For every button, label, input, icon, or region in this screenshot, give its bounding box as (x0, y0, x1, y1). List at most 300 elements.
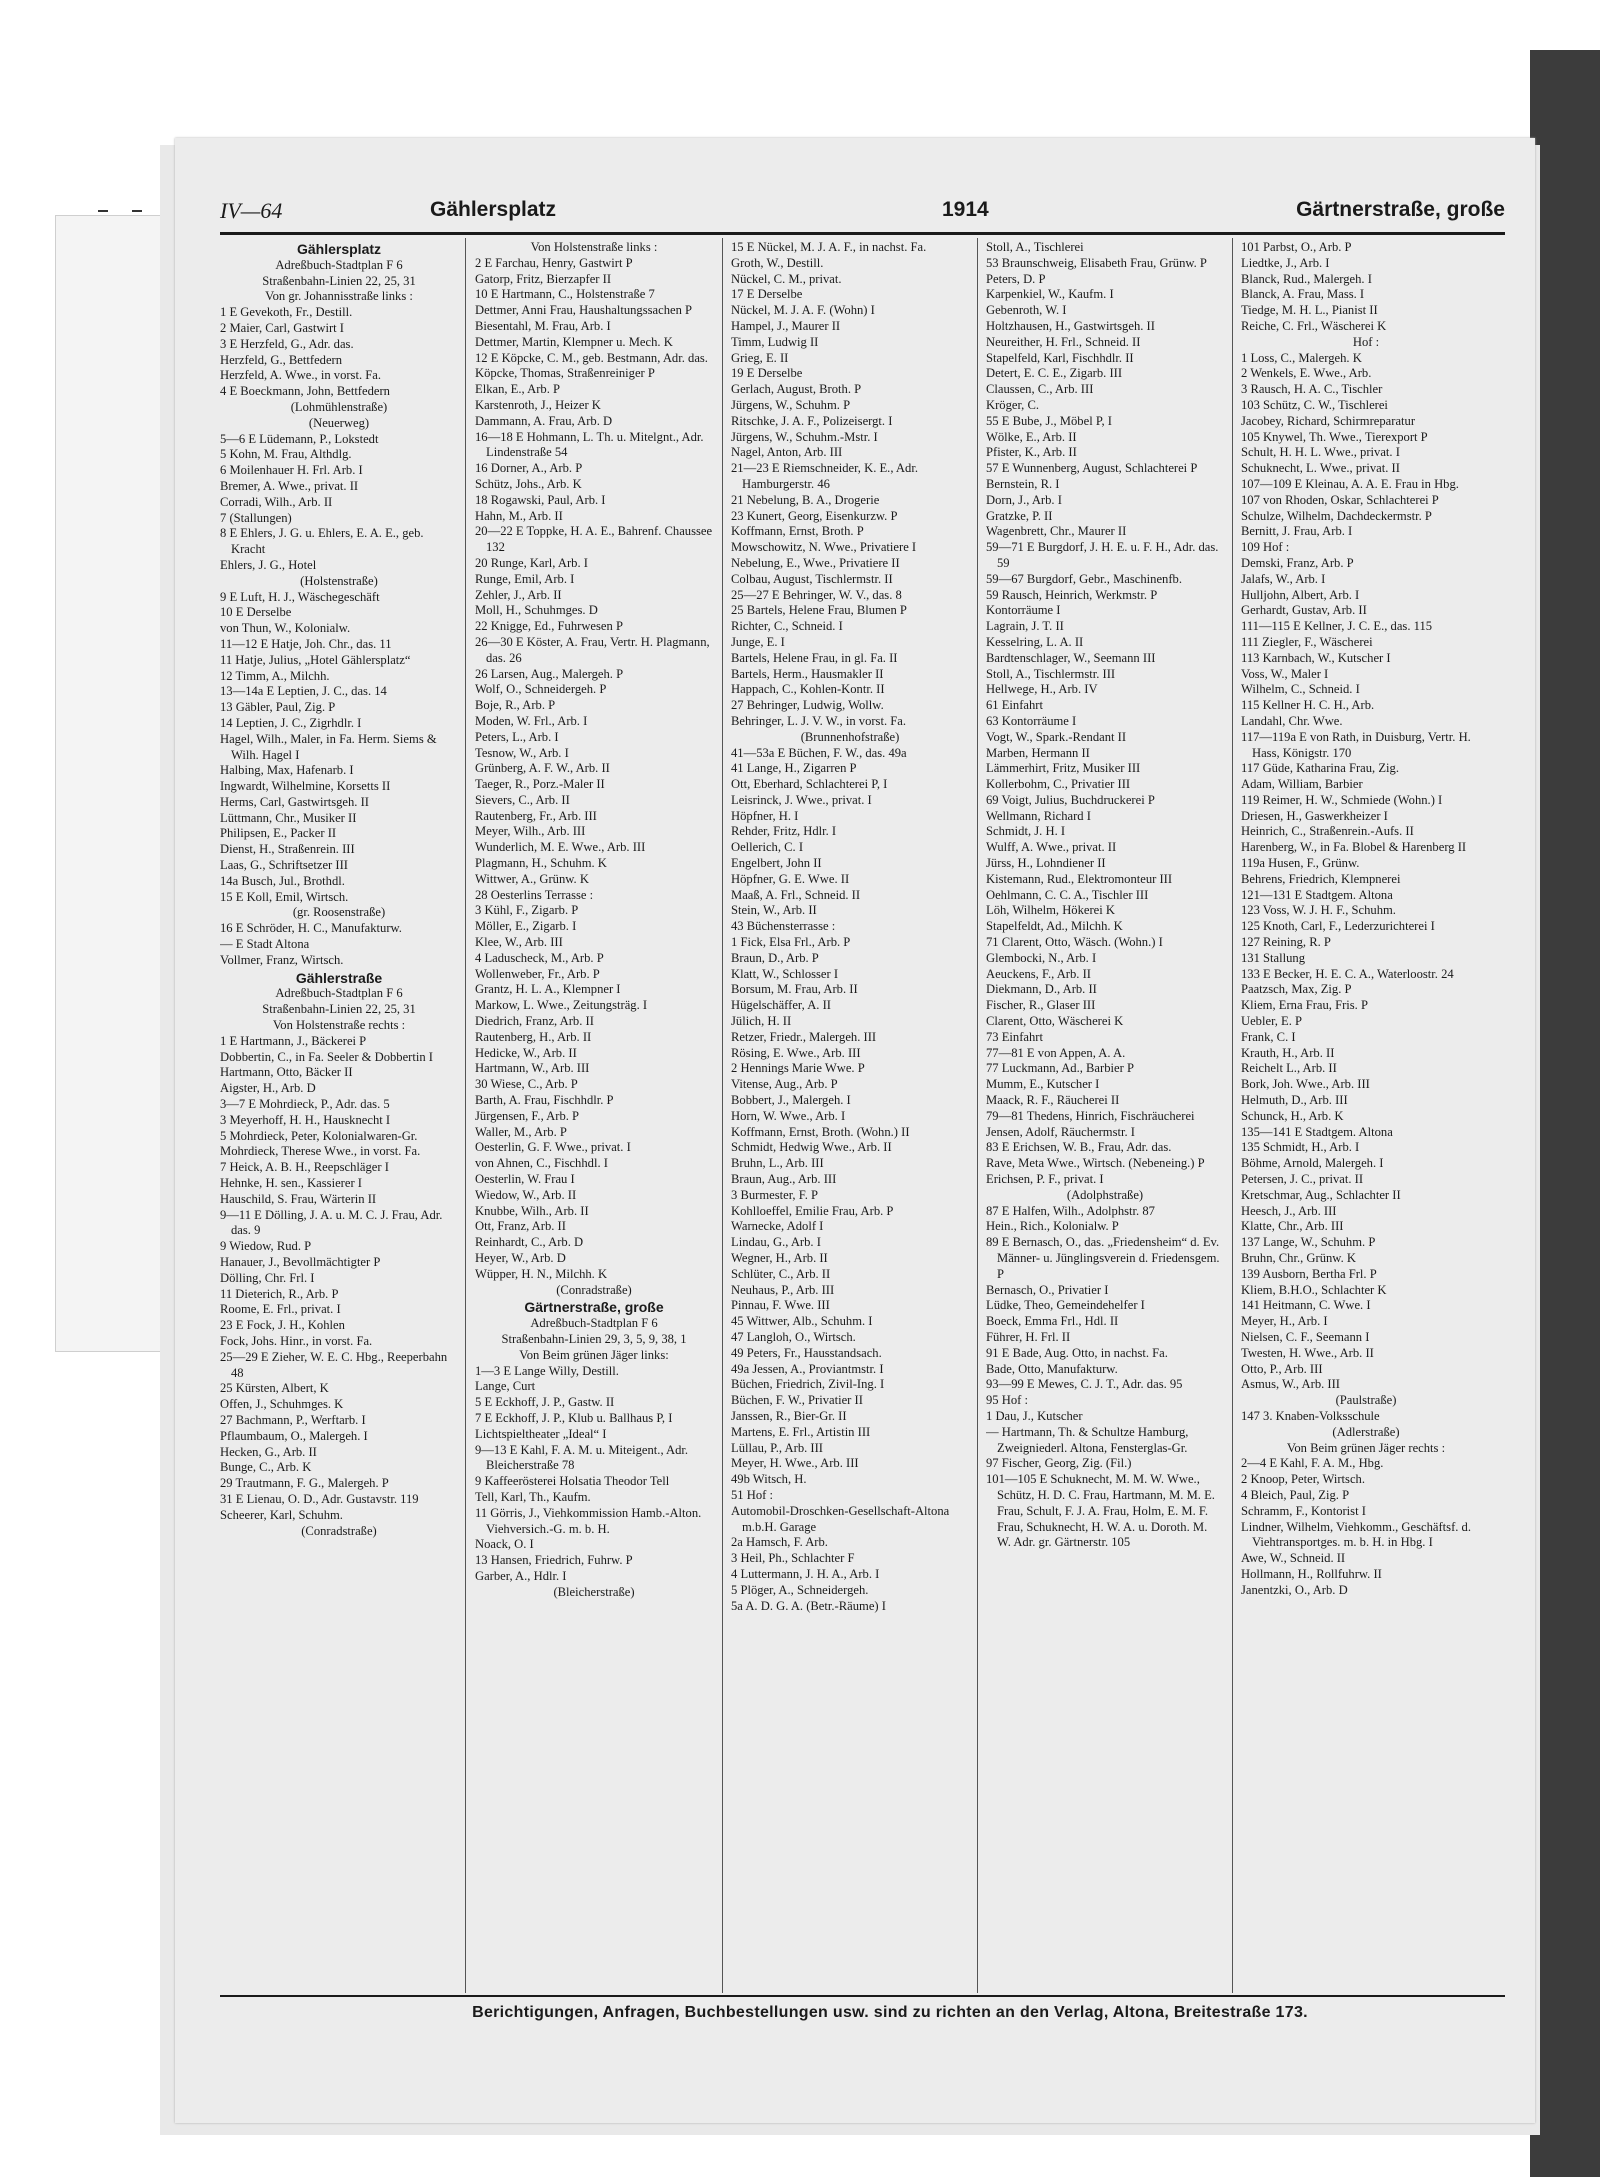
directory-entry: 47 Langloh, O., Wirtsch. (731, 1329, 856, 1344)
directory-entry: 57 E Wunnenberg, August, Schlachterei P (986, 461, 1198, 476)
directory-entry: Herzfeld, A. Wwe., in vorst. Fa. (220, 368, 382, 383)
directory-entry: Oesterlin, W. Frau I (475, 1172, 575, 1187)
directory-entry: Hellwege, H., Arb. IV (986, 682, 1098, 697)
directory-entry: Liedtke, J., Arb. I (1241, 255, 1330, 270)
directory-entry: Petersen, J. C., privat. II (1241, 1172, 1364, 1187)
directory-entry: 4 E Boeckmann, John, Bettfedern (220, 384, 390, 399)
directory-entry: 3 Burmester, F. P (731, 1187, 818, 1202)
directory-entry: Tesnow, W., Arb. I (475, 745, 569, 760)
directory-entry: Lagrain, J. T. II (986, 619, 1064, 634)
directory-entry: 16 Dorner, A., Arb. P (475, 461, 583, 476)
directory-entry: Jürgens, W., Schuhm.-Mstr. I (731, 429, 878, 444)
directory-entry: 10 E Derselbe (220, 605, 292, 620)
directory-entry: Bobbert, J., Malergeh. I (731, 1093, 851, 1108)
directory-entry: Clarent, Otto, Wäscherei K (986, 1014, 1124, 1029)
directory-entry: Bunge, C., Arb. K (220, 1460, 312, 1475)
directory-entry: Kistemann, Rud., Elektromonteur III (986, 871, 1173, 886)
directory-entry: Kliem, B.H.O., Schlachter K (1241, 1282, 1387, 1297)
directory-entry: Hahn, M., Arb. II (475, 508, 563, 523)
street-heading: Gählerstraße (295, 969, 383, 986)
directory-entry: Kohlloeffel, Emilie Frau, Arb. P (731, 1203, 894, 1218)
directory-entry: Asmus, W., Arb. III (1241, 1377, 1341, 1392)
directory-entry: Behrens, Friedrich, Klempnerei (1241, 871, 1401, 886)
directory-entry: Bremer, A. Wwe., privat. II (220, 478, 359, 493)
directory-entry: Kollerbohm, C., Privatier III (986, 777, 1131, 792)
directory-entry: Otto, P., Arb. III (1241, 1361, 1323, 1376)
directory-entry: Stein, W., Arb. II (731, 903, 817, 918)
column-divider (722, 238, 723, 1993)
directory-entry: Braun, Aug., Arb. III (731, 1172, 837, 1187)
directory-entry: 107—109 E Kleinau, A. A. E. Frau in Hbg. (1241, 476, 1459, 491)
directory-entry: Twesten, H. Wwe., Arb. II (1241, 1345, 1374, 1360)
directory-entry: Runge, Emil, Arb. I (475, 571, 575, 586)
directory-entry: 25 Bartels, Helene Frau, Blumen P (731, 603, 907, 618)
directory-entry: Mumm, E., Kutscher I (986, 1077, 1100, 1092)
directory-entry: Schramm, F., Kontorist I (1241, 1503, 1366, 1518)
directory-entry: 51 Hof : (731, 1487, 773, 1502)
directory-entry: Heinrich, C., Straßenrein.-Aufs. II (1241, 824, 1414, 839)
directory-entry: Oehlmann, C. C. A., Tischler III (986, 887, 1149, 902)
directory-entry: Löh, Wilhelm, Hökerei K (986, 903, 1116, 918)
directory-entry: Stoll, A., Tischlerei (986, 240, 1084, 254)
directory-entry: Kretschmar, Aug., Schlachter II (1241, 1187, 1401, 1202)
directory-entry: Landahl, Chr. Wwe. (1241, 713, 1343, 728)
directory-entry: Wolf, O., Schneidergeh. P (475, 682, 607, 697)
directory-entry: 43 Büchensterrasse : (731, 919, 836, 934)
directory-entry: Mohrdieck, Therese Wwe., in vorst. Fa. (220, 1144, 421, 1159)
directory-entry: 69 Voigt, Julius, Buchdruckerei P (986, 792, 1155, 807)
directory-entry: Hecken, G., Arb. II (220, 1444, 317, 1459)
directory-entry: 83 E Erichsen, W. B., Frau, Adr. das. (986, 1140, 1172, 1155)
section-note: Straßenbahn-Linien 29, 3, 5, 9, 38, 1 (501, 1331, 687, 1346)
directory-entry: 119 Reimer, H. W., Schmiede (Wohn.) I (1241, 792, 1443, 807)
section-note: Von gr. Johannisstraße links : (265, 289, 413, 304)
directory-entry: Wilhelm, C., Schneid. I (1241, 682, 1360, 697)
directory-entry: Bernitt, J. Frau, Arb. I (1241, 524, 1353, 539)
directory-entry: 1 Loss, C., Malergeh. K (1241, 350, 1362, 365)
directory-entry: Reichelt L., Arb. II (1241, 1061, 1337, 1076)
directory-entry: Hügelschäffer, A. II (731, 998, 831, 1013)
directory-entry: 95 Hof : (986, 1393, 1028, 1408)
directory-entry: 14 Leptien, J. C., Zigrhdlr. I (220, 715, 362, 730)
directory-entry: Bruhn, Chr., Grünw. K (1241, 1251, 1356, 1265)
section-note: Straßenbahn-Linien 22, 25, 31 (262, 1002, 416, 1017)
directory-entry: Moll, H., Schuhmges. D (475, 603, 598, 618)
directory-entry: Lüllau, P., Arb. III (731, 1440, 823, 1455)
directory-entry: 115 Kellner H. C. H., Arb. (1241, 698, 1375, 713)
directory-entry: Janentzki, O., Arb. D (1241, 1582, 1348, 1597)
directory-entry: Lämmerhirt, Fritz, Musiker III (986, 761, 1141, 776)
spine-tick (132, 210, 142, 212)
directory-entry: Gerlach, August, Broth. P (731, 382, 862, 397)
column-divider (1232, 238, 1233, 1993)
directory-entry: 89 E Bernasch, O., das. „Friedensheim“ d. Ev. Männer- u. Jünglingsverein d. Friedensgem. P (986, 1235, 1220, 1281)
directory-entry: 29 Trautmann, F. G., Malergeh. P (220, 1476, 389, 1491)
directory-entry: Bork, Joh. Wwe., Arb. III (1241, 1077, 1370, 1092)
directory-entry: Warnecke, Adolf I (731, 1219, 824, 1234)
directory-entry: Schmidt, Hedwig Wwe., Arb. II (731, 1140, 892, 1155)
directory-entry: Jürgensen, F., Arb. P (475, 1108, 580, 1123)
directory-entry: Stapelfeldt, Ad., Milchh. K (986, 919, 1123, 934)
directory-entry: Dienst, H., Straßenrein. III (220, 842, 355, 857)
directory-entry: Nückel, C. M., privat. (731, 271, 842, 286)
directory-entry: Stoll, A., Tischlermstr. III (986, 666, 1116, 681)
directory-entry: Ott, Franz, Arb. II (475, 1219, 566, 1234)
directory-entry: 12 Timm, A., Milchh. (220, 668, 330, 683)
directory-entry: Hanauer, J., Bevollmächtigter P (220, 1255, 381, 1269)
directory-entry: 3 Rausch, H. A. C., Tischler (1241, 382, 1383, 397)
directory-entry: Offen, J., Schuhmges. K (220, 1397, 344, 1412)
section-note: Von Beim grünen Jäger rechts : (1286, 1440, 1446, 1455)
directory-entry: Zehler, J., Arb. II (475, 587, 562, 602)
directory-entry: Borsum, M. Frau, Arb. II (731, 982, 858, 997)
directory-entry: Vollmer, Franz, Wirtsch. (220, 952, 344, 967)
directory-entry: Bruhn, L., Arb. III (731, 1156, 824, 1171)
directory-entry: 11 Görris, J., Viehkommission Hamb.-Alton. Viehversich.-G. m. b. H. (475, 1505, 702, 1536)
column-divider (465, 238, 466, 1993)
directory-entry: 3 E Herzfeld, G., Adr. das. (220, 336, 354, 351)
directory-entry: Boeck, Emma Frl., Hdl. II (986, 1314, 1119, 1329)
directory-entry: 135 Schmidt, H., Arb. I (1241, 1140, 1360, 1155)
directory-entry: 2 Maier, Carl, Gastwirt I (220, 320, 345, 335)
directory-entry: 20—22 E Toppke, H. A. E., Bahrenf. Chaussee 132 (475, 524, 713, 555)
directory-entry: Leisrinck, J. Wwe., privat. I (731, 792, 872, 807)
directory-entry: 26—30 E Köster, A. Frau, Vertr. H. Plagmann, das. 26 (475, 634, 710, 665)
directory-entry: Dettmer, Anni Frau, Haushaltungssachen P (475, 303, 693, 318)
header-left-street: Gählersplatz (430, 198, 557, 221)
directory-entry: Koffmann, Ernst, Broth. P (731, 524, 864, 539)
directory-entry: 22 Knigge, Ed., Fuhrwesen P (475, 619, 623, 634)
directory-entry: Köpcke, Thomas, Straßenreiniger P (475, 366, 655, 381)
directory-entry: 119a Husen, F., Grünw. (1241, 856, 1360, 871)
directory-entry: Braun, D., Arb. P (731, 950, 819, 965)
directory-entry: 2 Wenkels, E. Wwe., Arb. (1241, 366, 1372, 381)
directory-entry: Knubbe, Wilh., Arb. II (475, 1203, 589, 1218)
directory-entry: Hehnke, H. sen., Kassierer I (220, 1176, 362, 1191)
directory-entry: Kesselring, L. A. II (986, 634, 1084, 649)
section-note: (Conradstraße) (301, 1523, 377, 1538)
directory-entry: Hulljohn, Albert, Arb. I (1241, 587, 1360, 602)
directory-entry: Ott, Eberhard, Schlachterei P, I (731, 777, 888, 792)
directory-entry: Wittwer, A., Grünw. K (475, 871, 589, 886)
directory-entry: Hollmann, H., Rollfuhrw. II (1241, 1566, 1382, 1581)
directory-entry: 111—115 E Kellner, J. C. E., das. 115 (1241, 619, 1433, 634)
directory-entry: Jalafs, W., Arb. I (1241, 571, 1326, 586)
directory-entry: Boje, R., Arb. P (475, 698, 556, 713)
directory-entry: 5 Mohrdieck, Peter, Kolonialwaren-Gr. (220, 1128, 418, 1143)
directory-entry: Automobil-Droschken-Gesellschaft-Altona m.b.H. Garage (731, 1503, 950, 1534)
directory-entry: Stapelfeld, Karl, Fischhdlr. II (986, 350, 1134, 365)
directory-entry: Martens, E. Frl., Artistin III (731, 1424, 871, 1439)
directory-entry: Awe, W., Schneid. II (1241, 1551, 1346, 1566)
directory-entry: Jürss, H., Lohndiener II (986, 856, 1106, 871)
page-number: IV—64 (220, 198, 283, 223)
section-note: (Paulstraße) (1335, 1393, 1397, 1408)
directory-entry: 131 Stallung (1241, 950, 1306, 965)
directory-entry: 3 Kühl, F., Zigarb. P (475, 903, 579, 918)
publisher-footer: Berichtigungen, Anfragen, Buchbestellungen usw. sind zu richten an den Verlag, Altona, Breitestraße 173. (472, 2004, 1308, 2021)
directory-entry: 45 Wittwer, Alb., Schuhm. I (731, 1314, 873, 1329)
directory-entry: 53 Braunschweig, Elisabeth Frau, Grünw. P (986, 255, 1207, 270)
directory-entry: Wiedow, W., Arb. II (475, 1187, 577, 1202)
directory-entry: 3 Heil, Ph., Schlachter F (731, 1551, 855, 1566)
directory-entry: Hartmann, W., Arb. III (475, 1061, 590, 1076)
directory-entry: Herms, Carl, Gastwirtsgeh. II (220, 794, 369, 809)
directory-entry: 117 Güde, Katharina Frau, Zig. (1241, 761, 1399, 776)
directory-entry: Sievers, C., Arb. II (475, 792, 570, 807)
footer-rule (220, 1995, 1505, 1997)
directory-entry: 13—14a E Leptien, J. C., das. 14 (220, 684, 387, 699)
directory-entry: 19 E Derselbe (731, 366, 803, 381)
directory-entry: 77—81 E von Appen, A. A. (986, 1045, 1126, 1060)
directory-entry: 9 E Luft, H. J., Wäschegeschäft (220, 589, 380, 604)
directory-entry: Blanck, A. Frau, Mass. I (1241, 287, 1365, 302)
directory-entry: 17 E Derselbe (731, 287, 803, 302)
directory-entry: 8 E Ehlers, J. G. u. Ehlers, E. A. E., geb. Kracht (220, 526, 424, 557)
directory-column-2 (475, 240, 713, 1992)
section-note: Von Holstenstraße links : (530, 240, 658, 254)
directory-entry: Diekmann, D., Arb. II (986, 982, 1097, 997)
directory-entry: Schuknecht, L. Wwe., privat. II (1241, 461, 1400, 476)
directory-entry: Vogt, W., Spark.-Rendant II (986, 729, 1127, 744)
directory-entry: Tell, Karl, Th., Kaufm. (475, 1489, 591, 1504)
directory-entry: Nückel, M. J. A. F. (Wohn) I (731, 303, 875, 318)
directory-entry: 11 Dieterich, R., Arb. P (220, 1286, 339, 1301)
directory-entry: 23 E Fock, J. H., Kohlen (220, 1318, 345, 1333)
directory-entry: Gratzke, P. II (986, 508, 1053, 523)
directory-entry: 15 E Koll, Emil, Wirtsch. (220, 889, 349, 904)
directory-entry: Krauth, H., Arb. II (1241, 1045, 1335, 1060)
directory-entry: Peters, D. P (986, 271, 1046, 286)
directory-entry: 5—6 E Lüdemann, P., Lokstedt (220, 431, 379, 446)
directory-entry: Bartels, Herm., Hausmakler II (731, 666, 884, 681)
directory-entry: 25—27 E Behringer, W. V., das. 8 (731, 587, 902, 602)
directory-entry: 7 Heick, A. B. H., Reepschläger I (220, 1160, 389, 1175)
directory-entry: Bardtenschlager, W., Seemann III (986, 650, 1156, 665)
directory-entry: 18 Rogawski, Paul, Arb. I (475, 492, 606, 507)
directory-entry: Meyer, H. Wwe., Arb. III (731, 1456, 859, 1471)
directory-entry: Bartels, Helene Frau, in gl. Fa. II (731, 650, 898, 665)
directory-entry: von Ahnen, C., Fischhdl. I (475, 1156, 608, 1171)
directory-entry: Lüttmann, Chr., Musiker II (220, 810, 357, 825)
directory-entry: Hampel, J., Maurer II (731, 318, 841, 333)
directory-entry: Pinnau, F. Wwe. III (731, 1298, 830, 1313)
directory-entry: Gerhardt, Gustav, Arb. II (1241, 603, 1367, 618)
directory-entry: Timm, Ludwig II (731, 334, 819, 349)
section-note: (Bleicherstraße) (553, 1584, 635, 1599)
directory-entry: Meyer, H., Arb. I (1241, 1314, 1328, 1329)
directory-entry: 10 E Hartmann, C., Holstenstraße 7 (475, 287, 655, 302)
directory-entry: — E Stadt Altona (220, 937, 310, 952)
directory-entry: Rautenberg, H., Arb. II (475, 1029, 592, 1044)
directory-column-1 (220, 240, 458, 1992)
scan-corner (1530, 0, 1600, 50)
directory-entry: Corradi, Wilh., Arb. II (220, 494, 333, 509)
directory-entry: Jensen, Adolf, Räuchermstr. I (986, 1124, 1135, 1139)
directory-entry: 12 E Köpcke, C. M., geb. Bestmann, Adr. das. (475, 350, 708, 365)
directory-entry: 9 Kaffeerösterei Holsatia Theodor Tell (475, 1474, 670, 1489)
header-rule (220, 232, 1505, 235)
directory-entry: Marben, Hermann II (986, 745, 1090, 760)
directory-entry: Rehder, Fritz, Hdlr. I (731, 824, 837, 839)
directory-entry: 49a Jessen, A., Proviantmstr. I (731, 1361, 884, 1376)
directory-entry: 87 E Halfen, Wilh., Adolphstr. 87 (986, 1203, 1155, 1218)
directory-entry: Jürgens, W., Schuhm. P (731, 397, 851, 412)
directory-entry: Herzfeld, G., Bettfedern (220, 352, 343, 367)
section-note: (Adlerstraße) (1332, 1424, 1400, 1439)
directory-entry: 141 Heitmann, C. Wwe. I (1241, 1298, 1371, 1313)
directory-entry: 109 Hof : (1241, 540, 1290, 555)
directory-entry: Pfister, K., Arb. II (986, 445, 1077, 460)
directory-entry: Bernstein, R. I (986, 476, 1060, 491)
directory-entry: Büchen, Friedrich, Zivil-Ing. I (731, 1377, 885, 1392)
directory-entry: 71 Clarent, Otto, Wäsch. (Wohn.) I (986, 935, 1163, 950)
section-note: (Holstenstraße) (300, 573, 378, 588)
directory-entry: Lindner, Wilhelm, Viehkomm., Geschäftsf. d. Viehtransportges. m. b. H. in Hbg. I (1241, 1519, 1472, 1550)
section-note: Adreßbuch-Stadtplan F 6 (530, 1316, 658, 1331)
street-heading: Gählersplatz (296, 241, 382, 257)
directory-entry: Tiedge, M. H. L., Pianist II (1241, 303, 1378, 318)
directory-entry: Jülich, H. II (731, 1014, 792, 1029)
directory-entry: Oellerich, C. I (731, 840, 804, 855)
directory-entry: Kontorräume I (986, 603, 1061, 618)
directory-entry: Maaß, A. Frl., Schneid. II (731, 887, 861, 902)
directory-entry: Horn, W. Wwe., Arb. I (731, 1108, 846, 1123)
directory-entry: Scheerer, Karl, Schuhm. (220, 1507, 343, 1522)
directory-entry: 9—13 E Kahl, F. A. M. u. Miteigent., Adr. Bleicherstraße 78 (475, 1442, 689, 1473)
spine-tick (98, 210, 108, 212)
directory-entry: Möller, E., Zigarb. I (475, 919, 577, 934)
directory-entry: 2 Hennings Marie Wwe. P (731, 1061, 865, 1076)
directory-entry: 11 Hatje, Julius, „Hotel Gählersplatz“ (220, 652, 411, 667)
directory-entry: Noack, O. I (475, 1537, 534, 1552)
directory-entry: Reinhardt, C., Arb. D (475, 1235, 584, 1250)
directory-entry: Schunck, H., Arb. K (1241, 1108, 1344, 1123)
directory-entry: Blanck, Rud., Malergeh. I (1241, 271, 1372, 286)
directory-entry: 9—11 E Dölling, J. A. u. M. C. J. Frau, Adr. das. 9 (220, 1207, 443, 1238)
directory-entry: Ingwardt, Wilhelmine, Korsetts II (220, 779, 391, 794)
directory-entry: — Hartmann, Th. & Schultze Hamburg, Zweigniederl. Altona, Fensterglas-Gr. (986, 1424, 1189, 1455)
directory-entry: Ritschke, J. A. F., Polizeisergt. I (731, 413, 893, 428)
directory-entry: Ehlers, J. G., Hotel (220, 557, 317, 572)
directory-entry: 27 Behringer, Ludwig, Wollw. (731, 698, 884, 713)
directory-entry: Moden, W. Frl., Arb. I (475, 713, 588, 728)
directory-entry: 7 (Stallungen) (220, 510, 292, 525)
directory-entry: 5 Plöger, A., Schneidergeh. (731, 1582, 869, 1597)
directory-entry: Lange, Curt (475, 1379, 536, 1394)
section-note: (Brunnenhofstraße) (800, 729, 900, 744)
directory-entry: 127 Reining, R. P (1241, 935, 1331, 950)
directory-entry: 59—67 Burgdorf, Gebr., Maschinenfb. (986, 571, 1182, 586)
section-note: (Adolphstraße) (1066, 1187, 1144, 1202)
directory-entry: Dorn, J., Arb. I (986, 492, 1062, 507)
directory-entry: Grünberg, A. F. W., Arb. II (475, 761, 610, 776)
directory-entry: 30 Wiese, C., Arb. P (475, 1077, 578, 1092)
directory-entry: Rösing, E. Wwe., Arb. III (731, 1045, 861, 1060)
page-header (220, 198, 1505, 226)
directory-entry: Wulff, A. Wwe., privat. II (986, 840, 1117, 855)
directory-entry: Harenberg, W., in Fa. Blobel & Harenberg II (1241, 840, 1467, 855)
directory-entry: Elkan, E., Arb. P (475, 382, 561, 397)
directory-entry: 31 E Lienau, O. D., Adr. Gustavstr. 119 (220, 1491, 419, 1506)
directory-entry: 3—7 E Mohrdieck, P., Adr. das. 5 (220, 1097, 390, 1112)
directory-column-3 (731, 240, 969, 1992)
directory-entry: Rave, Meta Wwe., Wirtsch. (Nebeneing.) P (986, 1156, 1205, 1171)
directory-entry: 13 Hansen, Friedrich, Fuhrw. P (475, 1553, 633, 1568)
directory-entry: Dölling, Chr. Frl. I (220, 1270, 315, 1285)
directory-entry: Klatte, Chr., Arb. III (1241, 1219, 1344, 1234)
directory-entry: Neuhaus, P., Arb. III (731, 1282, 835, 1297)
directory-entry: Nagel, Anton, Arb. III (731, 445, 843, 460)
directory-entry: Klee, W., Arb. III (475, 935, 563, 950)
directory-entry: 11—12 E Hatje, Joh. Chr., das. 11 (220, 636, 392, 651)
directory-entry: Wölke, E., Arb. II (986, 429, 1077, 444)
directory-entry: Meyer, Wilh., Arb. III (475, 824, 586, 839)
directory-entry: 107 von Rhoden, Oskar, Schlachterei P (1241, 492, 1439, 507)
directory-entry: 49 Peters, Fr., Hausstandsach. (731, 1345, 882, 1360)
directory-entry: Janssen, R., Bier-Gr. II (731, 1408, 847, 1423)
directory-entry: Voss, W., Maler I (1241, 666, 1329, 681)
directory-entry: Hartmann, Otto, Bäcker II (220, 1065, 353, 1080)
directory-entry: Groth, W., Destill. (731, 255, 824, 270)
directory-entry: 137 Lange, W., Schuhm. P (1241, 1235, 1376, 1250)
directory-entry: Karpenkiel, W., Kaufm. I (986, 287, 1114, 302)
directory-entry: 123 Voss, W. J. H. F., Schuhm. (1241, 903, 1396, 918)
directory-page (175, 138, 1535, 2123)
directory-entry: Vitense, Aug., Arb. P (731, 1077, 838, 1092)
section-note: Von Holstenstraße rechts : (272, 1018, 406, 1033)
directory-entry: Dobbertin, C., in Fa. Seeler & Dobbertin I (220, 1049, 434, 1064)
directory-entry: Gebenroth, W. I (986, 303, 1067, 318)
directory-entry: 61 Einfahrt (986, 698, 1044, 713)
directory-entry: Grieg, E. II (731, 350, 789, 365)
directory-entry: Claussen, C., Arb. III (986, 382, 1094, 397)
directory-entry: 13 Gäbler, Paul, Zig. P (220, 700, 336, 715)
directory-entry: Richter, C., Schneid. I (731, 619, 843, 634)
directory-entry: Hagel, Wilh., Maler, in Fa. Herm. Siems & Wilh. Hagel I (220, 731, 437, 762)
header-year: 1914 (942, 198, 989, 221)
directory-entry: Uebler, E. P (1241, 1014, 1303, 1029)
directory-entry: Gatorp, Fritz, Bierzapfer II (475, 271, 612, 286)
directory-entry: 117—119a E von Rath, in Duisburg, Vertr. H. Hass, Königstr. 170 (1241, 729, 1471, 760)
directory-entry: 28 Oesterlins Terrasse : (475, 887, 594, 902)
directory-entry: Frank, C. I (1241, 1029, 1296, 1044)
directory-entry: Waller, M., Arb. P (475, 1124, 567, 1139)
directory-entry: Diedrich, Franz, Arb. II (475, 1014, 594, 1029)
directory-entry: Aigster, H., Arb. D (220, 1081, 316, 1096)
directory-entry: 113 Karnbach, W., Kutscher I (1241, 650, 1391, 665)
directory-entry: Grantz, H. L. A., Klempner I (475, 982, 621, 997)
directory-entry: 79—81 Thedens, Hinrich, Fischräucherei (986, 1108, 1195, 1123)
directory-entry: 59 Rausch, Heinrich, Werkmstr. P (986, 587, 1158, 602)
directory-entry: Karstenroth, J., Heizer K (475, 397, 601, 412)
section-note: Adreßbuch-Stadtplan F 6 (275, 257, 403, 272)
directory-entry: Neureither, H. Frl., Schneid. II (986, 334, 1141, 349)
directory-entry: 41—53a E Büchen, F. W., das. 49a (731, 745, 907, 760)
directory-entry: Bade, Otto, Manufakturw. (986, 1361, 1118, 1376)
directory-entry: 21 Nebelung, B. A., Drogerie (731, 492, 880, 507)
directory-entry: 2a Hamsch, F. Arb. (731, 1535, 828, 1550)
directory-entry: Klatt, W., Schlosser I (731, 966, 839, 981)
directory-entry: Mowschowitz, N. Wwe., Privatiere I (731, 540, 917, 555)
directory-entry: 77 Luckmann, Ad., Barbier P (986, 1061, 1134, 1076)
section-note: (Conradstraße) (556, 1282, 632, 1297)
directory-entry: Erichsen, P. F., privat. I (986, 1172, 1104, 1187)
directory-entry: Aeuckens, F., Arb. II (986, 966, 1091, 981)
directory-entry: Kliem, Erna Frau, Fris. P (1241, 998, 1368, 1013)
directory-entry: Wollenweber, Fr., Arb. P (475, 966, 600, 981)
directory-entry: 105 Knywel, Th. Wwe., Tierexport P (1241, 429, 1428, 444)
